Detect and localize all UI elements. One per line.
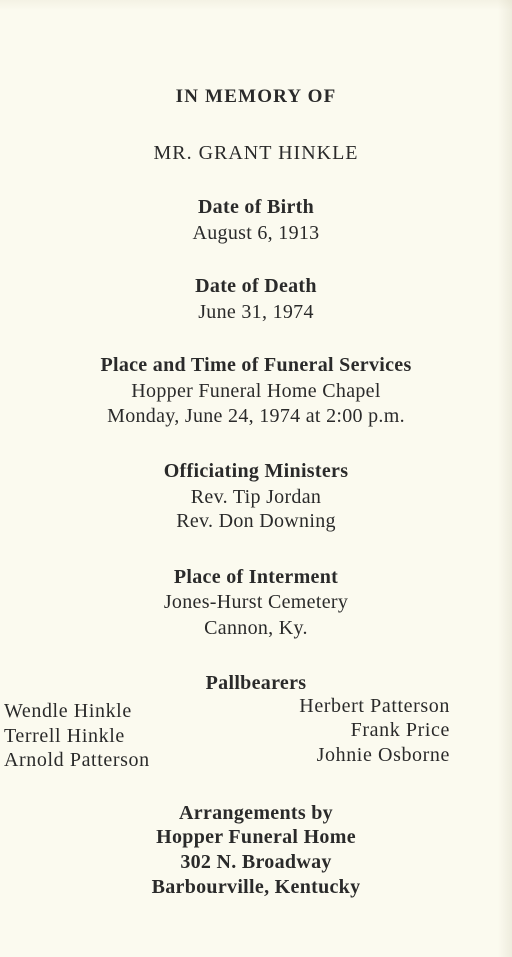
interment-place: Jones-Hurst Cemetery <box>163 591 349 613</box>
death-date: June 31, 1974 <box>198 301 314 323</box>
birth-label: Date of Birth <box>197 196 315 218</box>
services-time: Monday, June 24, 1974 at 2:00 p.m. <box>107 405 405 427</box>
pallbearer-name: Terrell Hinkle <box>4 725 125 747</box>
card-heading: IN MEMORY OF <box>175 86 337 107</box>
pallbearer-name: Herbert Patterson <box>299 695 450 717</box>
funeral-home-address: 302 N. Broadway <box>180 851 332 873</box>
deceased-name: MR. GRANT HINKLE <box>153 142 359 164</box>
birth-date: August 6, 1913 <box>192 222 320 244</box>
services-place: Hopper Funeral Home Chapel <box>131 380 381 402</box>
pallbearer-name: Johnie Osborne <box>316 744 450 766</box>
pallbearer-name: Arnold Patterson <box>4 749 150 771</box>
arrangements-label: Arrangements by <box>179 802 333 824</box>
pallbearers-label: Pallbearers <box>205 672 307 694</box>
pallbearer-name: Frank Price <box>350 719 450 741</box>
interment-label: Place of Interment <box>173 566 339 588</box>
interment-location: Cannon, Ky. <box>204 617 308 639</box>
funeral-home-name: Hopper Funeral Home <box>156 826 356 848</box>
death-label: Date of Death <box>195 275 317 297</box>
pallbearer-name: Wendle Hinkle <box>4 700 132 722</box>
minister-name: Rev. Tip Jordan <box>190 486 322 508</box>
services-label: Place and Time of Funeral Services <box>100 354 412 376</box>
ministers-label: Officiating Ministers <box>163 460 349 482</box>
minister-name: Rev. Don Downing <box>176 510 336 532</box>
funeral-home-city: Barbourville, Kentucky <box>151 876 361 898</box>
